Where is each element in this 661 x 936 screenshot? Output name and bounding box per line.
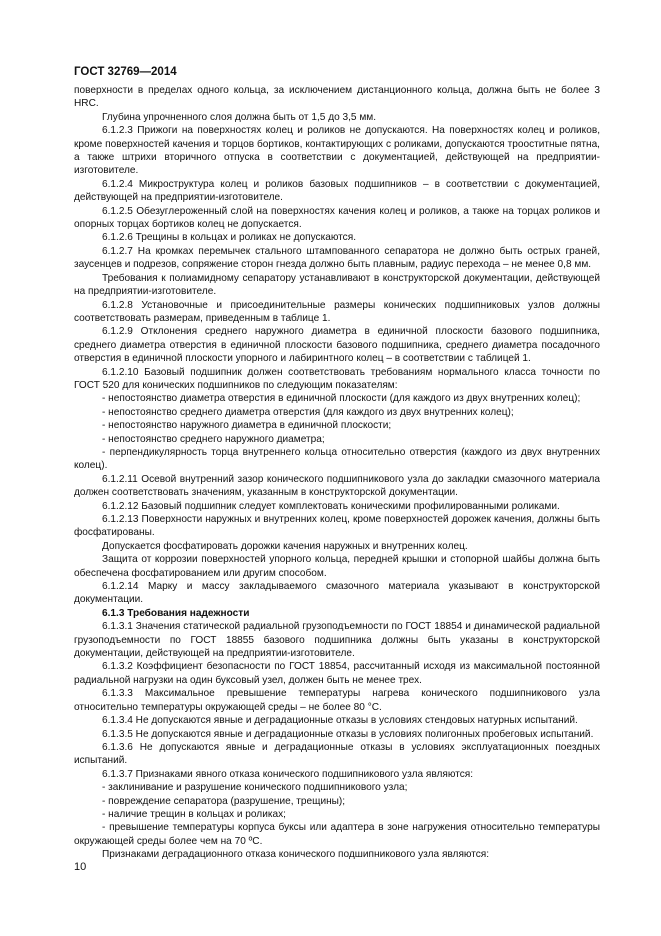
paragraph: Допускается фосфатировать дорожки качения наружных и внутренних колец. bbox=[102, 540, 468, 552]
paragraph: Глубина упрочненного слоя должна быть от 1,5 до 3,5 мм. bbox=[102, 111, 377, 123]
list-item: - повреждение сепаратора (разрушение, трещины); bbox=[102, 795, 346, 807]
list-item: - непостоянство среднего наружного диаметра; bbox=[102, 433, 325, 445]
paragraph: 6.1.2.8 Установочные и присоединительные размеры конических подшипниковых узлов должны соответствовать размерам, приведенным в таблице 1. bbox=[74, 299, 600, 324]
paragraph: 6.1.3.2 Коэффициент безопасности по ГОСТ 18854, рассчитанный исходя из максимальной постоянной радиальной нагрузки на один буксовый узел, должен быть не менее трех. bbox=[74, 661, 600, 686]
page-number: 10 bbox=[74, 861, 87, 873]
paragraph: 6.1.2.12 Базовый подшипник следует комплектовать коническими профилированными роликами. bbox=[102, 500, 560, 512]
list-item: - непостоянство диаметра отверстия в единичной плоскости (для каждого из двух внутренних колец); bbox=[102, 393, 581, 405]
paragraph: 6.1.3.6 Не допускаются явные и деградационные отказы в условиях эксплуатационных поездных испытаний. bbox=[74, 741, 600, 767]
paragraph: 6.1.2.4 Микроструктура колец и роликов базовых подшипников – в соответствии с документацией, действующей на предприятии-изготовителе. bbox=[74, 178, 600, 204]
paragraph: 6.1.2.11 Осевой внутренний зазор конического подшипникового узла до закладки смазочного материала должен соответствовать значениям, указанным в конструкторской документации. bbox=[74, 473, 600, 499]
list-item: - непостоянство среднего диаметра отверстия (для каждого из двух внутренних колец); bbox=[102, 406, 514, 418]
paragraph: Требования к полиамидному сепаратору устанавливают в конструкторской документации, действующей на предприятии-изготовителе. bbox=[74, 272, 600, 298]
list-item: - заклинивание и разрушение конического подшипникового узла; bbox=[102, 782, 408, 794]
paragraph: 6.1.3.7 Признаками явного отказа конического подшипникового узла являются: bbox=[102, 768, 474, 780]
paragraph: 6.1.2.5 Обезуглероженный слой на поверхностях качения колец и роликов, а также на торцах роликов и опорных торцах бортиков колец не допускается. bbox=[74, 205, 600, 231]
paragraph: Признаками деградационного отказа конического подшипникового узла являются: bbox=[102, 849, 490, 861]
paragraph: 6.1.3.1 Значения статической радиальной грузоподъемности по ГОСТ 18854 и динамической радиальной грузоподъемности по ГОСТ 18855 базового подшипника должны быть указаны в конструкторской документации, действующей на предприятии-изготовителе. bbox=[74, 621, 600, 660]
paragraph: 6.1.2.9 Отклонения среднего наружного диаметра в единичной плоскости базового подшипника, среднего диаметра отверстия в единичной плоскости базового подшипника, среднего диаметра посадочного отверстия в единичной плоскости упорного и лабиринтного колец – в соответствии с таблицей 1. bbox=[74, 326, 600, 365]
paragraph: 6.1.3.5 Не допускаются явные и деградационные отказы в условиях полигонных пробеговых испытаний. bbox=[102, 728, 594, 740]
list-item: - непостоянство наружного диаметра в единичной плоскости; bbox=[102, 420, 392, 432]
paragraph: 6.1.2.10 Базовый подшипник должен соответствовать требованиям нормального класса точности по ГОСТ 520 для конических подшипников по следующим показателям: bbox=[74, 366, 600, 391]
paragraph: 6.1.2.14 Марку и массу закладываемого смазочного материала указывают в конструкторской документации. bbox=[74, 581, 600, 606]
paragraph: 6.1.3.4 Не допускаются явные и деградационные отказы в условиях стендовых натурных испытаний. bbox=[102, 715, 578, 727]
paragraph: 6.1.2.7 На кромках перемычек стального штампованного сепаратора не должно быть острых граней, заусенцев и подрезов, сопряжение сторон гнезда должно быть плавным, радиус перехода – не менее 0,8 мм. bbox=[74, 245, 600, 271]
list-item: - перпендикулярность торца внутреннего кольца относительно отверстия (каждого из двух внутренних колец). bbox=[74, 446, 600, 472]
paragraph: 6.1.2.3 Прижоги на поверхностях колец и роликов не допускаются. На поверхностях колец и роликов, кроме поверхностей качения и торцов бортиков, контактирующих с роликами, допускаются трооститные пятна, а также штрихи вторичного отпуска в соответствии с документацией, действующей на предприятии-изготовителе. bbox=[74, 125, 600, 177]
document-header: ГОСТ 32769—2014 bbox=[74, 66, 177, 78]
document-body bbox=[74, 84, 600, 862]
paragraph: Защита от коррозии поверхностей упорного кольца, передней крышки и стопорной шайбы должна быть обеспечена фосфатированием или другим способом. bbox=[74, 554, 600, 579]
paragraph: поверхности в пределах одного кольца, за исключением дистанционного кольца, должна быть не более 3 HRC. bbox=[74, 85, 600, 110]
section-heading: 6.1.3 Требования надежности bbox=[102, 607, 250, 619]
paragraph: 6.1.2.13 Поверхности наружных и внутренних колец, кроме поверхностей дорожек качения, должны быть фосфатированы. bbox=[74, 514, 600, 539]
list-item: - превышение температуры корпуса буксы или адаптера в зоне нагружения относительно температуры окружающей среды более чем на 70 ºС. bbox=[74, 822, 600, 847]
list-item: - наличие трещин в кольцах и роликах; bbox=[102, 808, 286, 820]
paragraph: 6.1.2.6 Трещины в кольцах и роликах не допускаются. bbox=[102, 232, 357, 244]
paragraph: 6.1.3.3 Максимальное превышение температуры нагрева конического подшипникового узла относительно температуры окружающей среды – не более 80 °С. bbox=[74, 688, 600, 713]
